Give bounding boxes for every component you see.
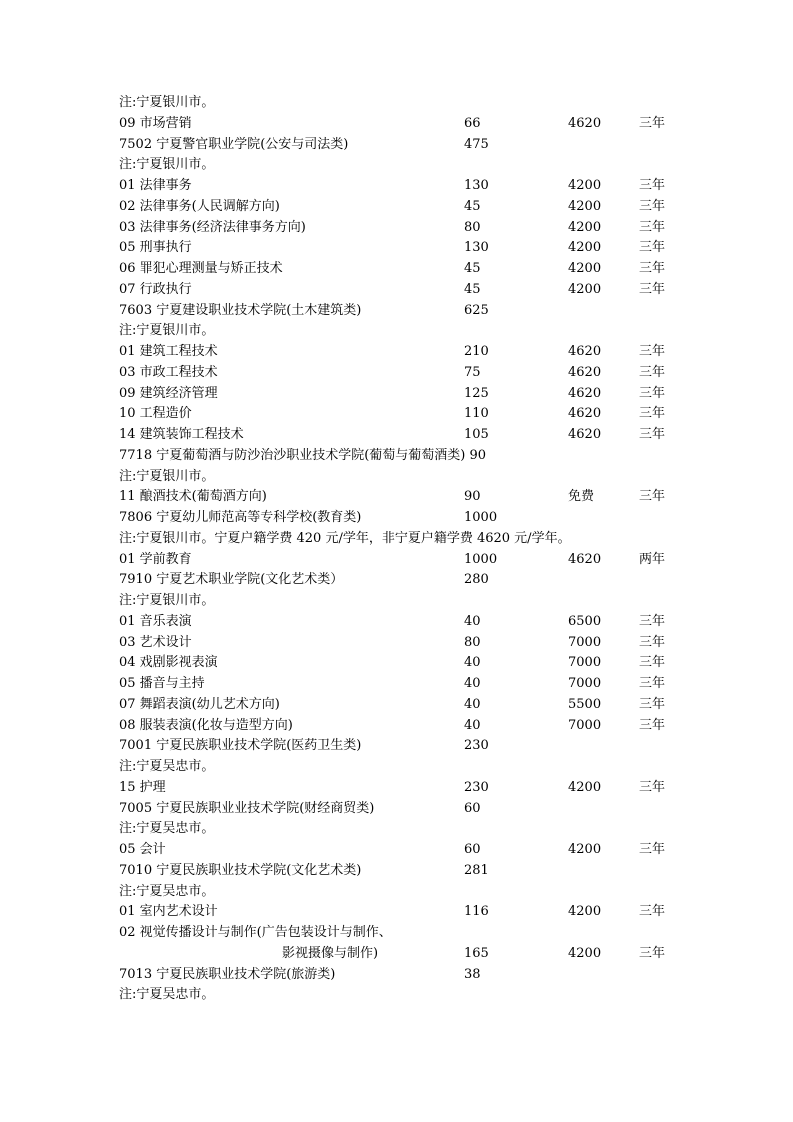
school-row (0, 301, 793, 322)
study-duration: 三年 (639, 945, 666, 961)
school-row (0, 508, 793, 529)
study-duration: 三年 (639, 489, 666, 505)
study-duration: 三年 (639, 281, 666, 297)
note-line (0, 923, 793, 944)
note-line (0, 155, 793, 176)
study-duration: 三年 (639, 261, 666, 276)
study-duration: 三年 (639, 634, 666, 650)
study-duration: 三年 (639, 427, 666, 442)
enrollment-count: 40 (464, 613, 481, 629)
enrollment-count: 40 (464, 655, 481, 671)
major-name: 03 法律事务(经济法律事务方向) (119, 219, 306, 235)
school-name: 7010 宁夏民族职业技术学院(文化艺术类) (119, 862, 362, 878)
note-text: 注:宁夏银川市。宁夏户籍学费 420 元/学年，非宁夏户籍学费 4620 元/学年。 (119, 530, 571, 546)
tuition-fee: 4200 (568, 198, 602, 214)
tuition-fee: 4200 (568, 842, 602, 857)
major-name: 03 艺术设计 (119, 634, 192, 650)
major-row (0, 902, 793, 923)
tuition-fee: 4200 (568, 219, 602, 235)
study-duration: 三年 (639, 178, 666, 193)
tuition-fee: 7000 (568, 634, 602, 650)
note-line (0, 321, 793, 342)
school-row (0, 965, 793, 986)
enrollment-count: 110 (464, 406, 489, 422)
tuition-fee: 4200 (568, 178, 602, 193)
enrollment-count: 475 (464, 136, 489, 152)
enrollment-count: 90 (464, 489, 481, 505)
study-duration: 三年 (639, 842, 666, 857)
major-row (0, 840, 793, 861)
enrollment-count: 281 (464, 862, 489, 878)
note-text: 注:宁夏银川市。 (119, 157, 215, 173)
study-duration: 三年 (639, 655, 666, 671)
major-row (0, 695, 793, 716)
school-name: 7013 宁夏民族职业技术学院(旅游类) (119, 966, 336, 982)
major-row (0, 674, 793, 695)
enrollment-count: 75 (464, 364, 481, 380)
major-row (0, 425, 793, 446)
major-row (0, 716, 793, 737)
study-duration: 两年 (639, 551, 666, 567)
enrollment-count: 230 (464, 779, 489, 795)
school-row (0, 570, 793, 591)
note-text: 注:宁夏银川市。 (119, 468, 215, 484)
enrollment-count: 625 (464, 302, 489, 318)
school-row (0, 799, 793, 820)
tuition-fee: 4620 (568, 115, 602, 131)
major-row (0, 197, 793, 218)
major-name: 09 建筑经济管理 (119, 385, 218, 401)
enrollment-count: 1000 (464, 510, 498, 525)
study-duration: 三年 (639, 198, 666, 214)
major-name: 01 建筑工程技术 (119, 344, 218, 359)
enrollment-count: 45 (464, 261, 481, 276)
enrollment-count: 130 (464, 240, 489, 256)
major-name: 影视摄像与制作) (282, 945, 379, 961)
tuition-fee: 7000 (568, 717, 602, 733)
study-duration: 三年 (639, 717, 666, 733)
major-name: 01 音乐表演 (119, 613, 192, 629)
note-text: 注:宁夏银川市。 (119, 95, 215, 110)
major-name: 04 戏剧影视表演 (119, 655, 218, 671)
enrollment-count: 130 (464, 178, 489, 193)
tuition-fee: 免费 (568, 489, 595, 505)
note-text: 注:宁夏吴忠市。 (119, 883, 215, 899)
enrollment-count: 40 (464, 676, 481, 691)
major-row (0, 384, 793, 405)
major-row (0, 653, 793, 674)
major-row (0, 114, 793, 135)
major-row (0, 363, 793, 384)
major-name: 01 学前教育 (119, 551, 192, 567)
tuition-fee: 4620 (568, 344, 602, 359)
major-row (0, 218, 793, 239)
note-line (0, 819, 793, 840)
major-row-continued (0, 944, 793, 965)
school-name: 7005 宁夏民族职业业技术学院(财经商贸类) (119, 800, 375, 816)
major-row (0, 778, 793, 799)
enrollment-count: 116 (464, 904, 489, 920)
major-row (0, 550, 793, 571)
major-name: 05 刑事执行 (119, 240, 192, 256)
major-row (0, 280, 793, 301)
note-text: 注:宁夏银川市。 (119, 323, 215, 339)
tuition-fee: 4620 (568, 551, 602, 567)
note-text: 注:宁夏吴忠市。 (119, 759, 215, 774)
major-name: 07 舞蹈表演(幼儿艺术方向) (119, 696, 280, 712)
major-row (0, 238, 793, 259)
school-name: 7603 宁夏建设职业技术学院(土木建筑类) (119, 302, 362, 318)
major-row (0, 342, 793, 363)
tuition-fee: 4200 (568, 779, 602, 795)
enrollment-count: 230 (464, 738, 489, 754)
tuition-fee: 4200 (568, 904, 602, 920)
enrollment-count: 40 (464, 717, 481, 733)
enrollment-count: 80 (464, 219, 481, 235)
major-name: 14 建筑装饰工程技术 (119, 427, 244, 442)
note-text: 注:宁夏吴忠市。 (119, 821, 215, 837)
note-text: 注:宁夏银川市。 (119, 593, 215, 608)
enrollment-count: 45 (464, 198, 481, 214)
major-name: 06 罪犯心理测量与矫正技术 (119, 261, 283, 276)
enrollment-count: 40 (464, 696, 481, 712)
major-name: 11 酿酒技术(葡萄酒方向) (119, 489, 267, 505)
study-duration: 三年 (639, 779, 666, 795)
note-line (0, 446, 793, 467)
school-name: 7806 宁夏幼儿师范高等专科学校(教育类) (119, 510, 362, 525)
note-line (0, 591, 793, 612)
tuition-fee: 5500 (568, 696, 602, 712)
study-duration: 三年 (639, 613, 666, 629)
enrollment-count: 80 (464, 634, 481, 650)
major-name: 08 服装表演(化妆与造型方向) (119, 717, 293, 733)
note-line (0, 467, 793, 488)
tuition-fee: 4200 (568, 281, 602, 297)
study-duration: 三年 (639, 240, 666, 256)
study-duration: 三年 (639, 219, 666, 235)
tuition-fee: 4200 (568, 945, 602, 961)
tuition-fee: 4620 (568, 364, 602, 380)
major-name: 02 法律事务(人民调解方向) (119, 198, 280, 214)
enrollment-count: 66 (464, 115, 481, 131)
school-name: 7502 宁夏警官职业学院(公安与司法类) (119, 136, 349, 152)
study-duration: 三年 (639, 904, 666, 920)
enrollment-count: 1000 (464, 551, 498, 567)
study-duration: 三年 (639, 344, 666, 359)
tuition-fee: 6500 (568, 613, 602, 629)
note-line (0, 529, 793, 550)
tuition-fee: 4620 (568, 406, 602, 422)
note-text: 02 视觉传播设计与制作(广告包装设计与制作、 (119, 925, 392, 940)
major-name: 03 市政工程技术 (119, 364, 218, 380)
note-line (0, 882, 793, 903)
school-row (0, 135, 793, 156)
note-text: 7718 宁夏葡萄酒与防沙治沙职业技术学院(葡萄与葡萄酒类) 90 (119, 447, 487, 463)
major-name: 09 市场营销 (119, 115, 192, 131)
major-name: 15 护理 (119, 779, 166, 795)
enrollment-count: 60 (464, 800, 481, 816)
study-duration: 三年 (639, 115, 666, 131)
major-row (0, 633, 793, 654)
major-row (0, 176, 793, 197)
school-name: 7910 宁夏艺术职业学院(文化艺术类） (119, 572, 344, 588)
study-duration: 三年 (639, 364, 666, 380)
tuition-fee: 7000 (568, 655, 602, 671)
study-duration: 三年 (639, 385, 666, 401)
enrollment-count: 210 (464, 344, 489, 359)
enrollment-count: 38 (464, 966, 481, 982)
study-duration: 三年 (639, 406, 666, 422)
major-name: 10 工程造价 (119, 406, 192, 422)
major-name: 07 行政执行 (119, 281, 192, 297)
note-line (0, 93, 793, 114)
note-line (0, 985, 793, 1006)
enrollment-count: 280 (464, 572, 489, 588)
major-row (0, 404, 793, 425)
school-row (0, 736, 793, 757)
study-duration: 三年 (639, 696, 666, 712)
school-name: 7001 宁夏民族职业技术学院(医药卫生类) (119, 738, 362, 754)
enrollment-count: 165 (464, 945, 489, 961)
enrollment-count: 60 (464, 842, 481, 857)
enrollment-count: 125 (464, 385, 489, 401)
major-row (0, 612, 793, 633)
major-name: 01 法律事务 (119, 178, 192, 193)
tuition-fee: 7000 (568, 676, 602, 691)
tuition-fee: 4620 (568, 385, 602, 401)
major-name: 01 室内艺术设计 (119, 904, 218, 920)
major-name: 05 播音与主持 (119, 676, 205, 691)
document-body (0, 93, 793, 1006)
study-duration: 三年 (639, 676, 666, 691)
major-row (0, 487, 793, 508)
note-text: 注:宁夏吴忠市。 (119, 987, 215, 1003)
school-row (0, 861, 793, 882)
note-line (0, 757, 793, 778)
enrollment-count: 105 (464, 427, 489, 442)
major-row (0, 259, 793, 280)
tuition-fee: 4200 (568, 240, 602, 256)
tuition-fee: 4620 (568, 427, 602, 442)
enrollment-count: 45 (464, 281, 481, 297)
major-name: 05 会计 (119, 842, 166, 857)
tuition-fee: 4200 (568, 261, 602, 276)
